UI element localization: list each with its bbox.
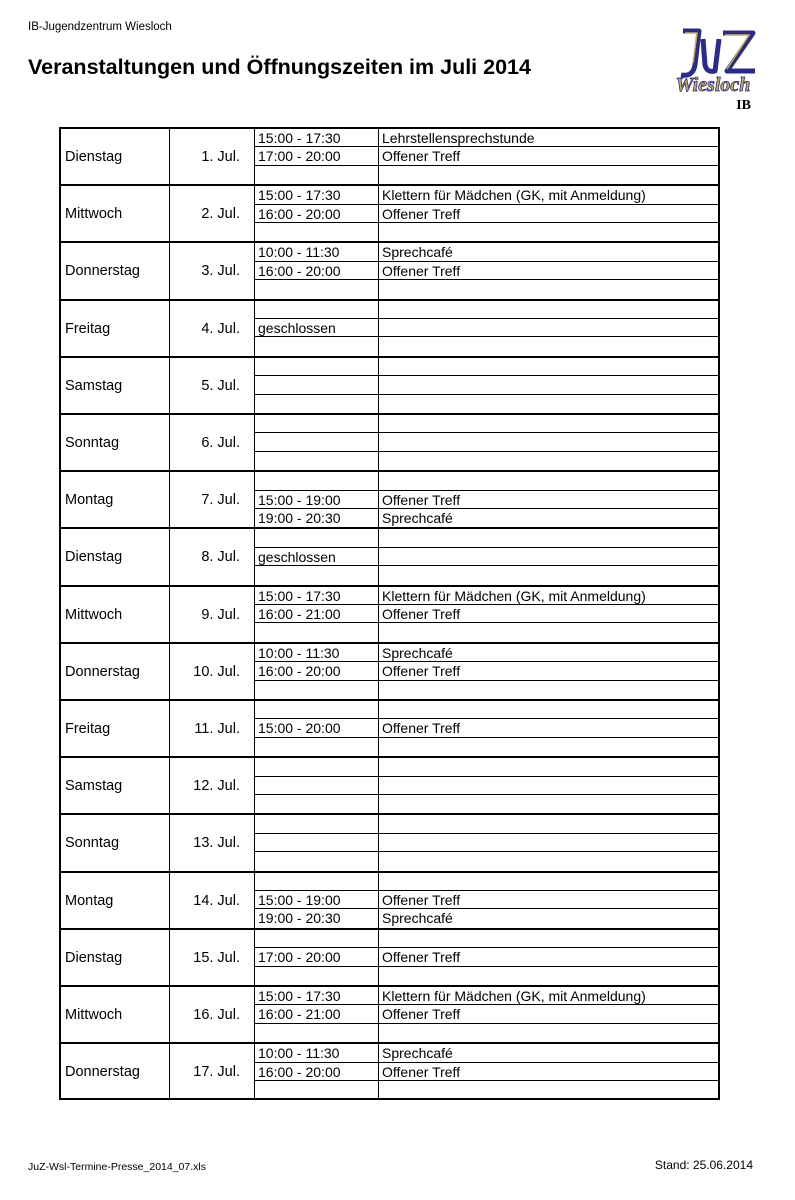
time-slot-row [255, 1005, 720, 1023]
weekday-cell [61, 129, 170, 184]
time-cell: 17:00 - 20:00 [255, 948, 379, 965]
event-cell [379, 1024, 720, 1042]
day-row [59, 470, 720, 527]
time-cell [255, 433, 379, 450]
time-cell [255, 701, 379, 718]
slots-cell [255, 129, 720, 184]
time-cell: 16:00 - 20:00 [255, 262, 379, 279]
weekday-label: Montag [65, 492, 114, 509]
date-label: 10. Jul. [193, 663, 240, 680]
time-cell [255, 223, 379, 241]
weekday-label: Dienstag [65, 949, 123, 966]
day-row [59, 241, 720, 298]
event-cell: Sprechcafé [382, 1045, 453, 1062]
event-cell: Klettern für Mädchen (GK, mit Anmeldung) [382, 187, 646, 204]
weekday-cell [61, 644, 170, 699]
weekday-label: Sonntag [65, 835, 120, 852]
time-slot-row [255, 834, 720, 852]
page-title: Veranstaltungen und Öffnungszeiten im Juli 2014 [28, 55, 531, 79]
date-cell [170, 358, 255, 413]
time-slot-row [255, 681, 720, 699]
date-cell [170, 987, 255, 1042]
weekday-label: Samstag [65, 377, 123, 394]
time-cell: 16:00 - 20:00 [255, 662, 379, 679]
slots-cell [255, 1044, 720, 1099]
event-cell [379, 415, 720, 432]
event-cell: Sprechcafé [382, 910, 453, 927]
time-slot-row [255, 395, 720, 413]
date-cell [170, 1044, 255, 1099]
day-row [59, 1042, 720, 1099]
weekday-cell [61, 930, 170, 985]
event-cell [379, 301, 720, 318]
time-slot-row [255, 566, 720, 584]
event-cell: Offener Treff [382, 720, 461, 737]
event-cell [379, 738, 720, 756]
day-row [59, 642, 720, 699]
time-slot-row [255, 644, 720, 662]
date-cell [170, 644, 255, 699]
time-cell: 19:00 - 20:30 [255, 509, 379, 527]
time-cell: 17:00 - 20:00 [255, 147, 379, 164]
event-cell: Offener Treff [382, 891, 461, 908]
slots-cell [255, 644, 720, 699]
time-cell [255, 301, 379, 318]
event-cell [379, 319, 720, 336]
day-row [59, 985, 720, 1042]
event-cell [379, 472, 720, 489]
time-slot-row [255, 301, 720, 319]
time-slot-row [255, 967, 720, 985]
time-cell [255, 529, 379, 546]
weekday-cell [61, 758, 170, 813]
time-cell: 16:00 - 20:00 [255, 1063, 379, 1080]
time-slot-row [255, 719, 720, 737]
event-cell: Offener Treff [382, 605, 461, 622]
weekday-cell [61, 815, 170, 870]
time-cell: 15:00 - 17:30 [255, 129, 379, 146]
event-cell [379, 967, 720, 985]
time-cell [255, 415, 379, 432]
event-cell: Sprechcafé [382, 244, 453, 261]
weekday-label: Sonntag [65, 435, 120, 451]
time-cell [255, 623, 379, 641]
time-slot-row [255, 758, 720, 776]
time-cell [255, 930, 379, 947]
event-cell [379, 1081, 720, 1099]
time-slot-row [255, 891, 720, 909]
date-label: 4. Jul. [201, 320, 240, 337]
event-cell [379, 337, 720, 355]
slots-cell [255, 186, 720, 241]
time-cell: 10:00 - 11:30 [255, 1044, 379, 1061]
time-slot-row [255, 987, 720, 1005]
time-cell [255, 358, 379, 375]
event-cell [379, 795, 720, 813]
slots-cell [255, 873, 720, 928]
time-slot-row [255, 1044, 720, 1062]
time-cell [255, 758, 379, 775]
day-row [59, 813, 720, 870]
time-slot-row [255, 262, 720, 280]
weekday-label: Montag [65, 892, 114, 909]
event-cell: Klettern für Mädchen (GK, mit Anmeldung) [382, 988, 646, 1004]
slots-cell [255, 472, 720, 527]
time-cell: 16:00 - 21:00 [255, 1005, 379, 1022]
time-cell: 15:00 - 17:30 [255, 186, 379, 203]
slots-cell [255, 358, 720, 413]
date-cell [170, 186, 255, 241]
event-cell [379, 433, 720, 450]
time-cell: 15:00 - 19:00 [255, 891, 379, 908]
time-slot-row [255, 491, 720, 509]
juz-wiesloch-logo [669, 25, 759, 113]
time-cell [255, 166, 379, 184]
date-cell [170, 129, 255, 184]
slots-cell [255, 987, 720, 1042]
event-cell: Offener Treff [382, 148, 461, 165]
schedule-table [59, 127, 720, 1100]
slots-cell [255, 930, 720, 985]
event-cell [379, 529, 720, 546]
day-row [59, 527, 720, 584]
weekday-label: Mittwoch [65, 1007, 123, 1023]
time-cell: 16:00 - 20:00 [255, 205, 379, 222]
weekday-cell [61, 701, 170, 756]
weekday-label: Freitag [65, 721, 111, 737]
time-slot-row [255, 815, 720, 833]
time-cell [255, 566, 379, 584]
event-cell [379, 376, 720, 393]
organization-name: IB-Jugendzentrum Wiesloch [28, 21, 172, 33]
time-slot-row [255, 777, 720, 795]
date-label: 16. Jul. [193, 1007, 240, 1023]
weekday-cell [61, 529, 170, 584]
footer-stand-date: Stand: 25.06.2014 [654, 1158, 753, 1172]
time-cell [255, 777, 379, 794]
time-slot-row [255, 472, 720, 490]
weekday-cell [61, 358, 170, 413]
time-slot-row [255, 319, 720, 337]
event-cell [379, 548, 720, 565]
event-cell [379, 566, 720, 584]
event-cell: Klettern für Mädchen (GK, mit Anmeldung) [382, 587, 646, 604]
event-cell [379, 280, 720, 298]
time-cell [255, 967, 379, 985]
event-cell: Offener Treff [382, 205, 461, 222]
time-slot-row [255, 662, 720, 680]
event-cell [379, 930, 720, 947]
event-cell [379, 358, 720, 375]
time-slot-row [255, 358, 720, 376]
time-cell [255, 1081, 379, 1099]
date-label: 7. Jul. [201, 492, 240, 509]
event-cell [379, 834, 720, 851]
time-slot-row [255, 243, 720, 261]
date-cell [170, 930, 255, 985]
weekday-cell [61, 987, 170, 1042]
slots-cell [255, 529, 720, 584]
weekday-label: Donnerstag [65, 263, 140, 280]
time-cell [255, 1024, 379, 1042]
event-cell [379, 852, 720, 870]
event-cell: Offener Treff [382, 663, 461, 680]
time-slot-row [255, 509, 720, 527]
date-cell [170, 587, 255, 642]
time-cell: 15:00 - 17:30 [255, 987, 379, 1004]
day-row [59, 184, 720, 241]
weekday-cell [61, 472, 170, 527]
date-label: 12. Jul. [193, 778, 240, 795]
weekday-label: Mittwoch [65, 206, 123, 223]
time-cell [255, 376, 379, 393]
time-cell [255, 395, 379, 413]
time-slot-row [255, 280, 720, 298]
slots-cell [255, 815, 720, 870]
time-slot-row [255, 909, 720, 927]
date-cell [170, 873, 255, 928]
time-cell [255, 873, 379, 890]
time-cell [255, 738, 379, 756]
weekday-cell [61, 243, 170, 298]
date-label: 5. Jul. [201, 377, 240, 394]
ib-brand-mark: IB [736, 98, 751, 113]
date-label: 1. Jul. [201, 149, 240, 165]
time-slot-row [255, 223, 720, 241]
date-label: 15. Jul. [193, 949, 240, 966]
time-slot-row [255, 129, 720, 147]
day-row [59, 585, 720, 642]
event-cell [379, 873, 720, 890]
weekday-label: Dienstag [65, 549, 123, 566]
time-slot-row [255, 701, 720, 719]
time-cell [255, 452, 379, 470]
event-cell [379, 815, 720, 832]
time-slot-row [255, 1024, 720, 1042]
event-cell [379, 701, 720, 718]
time-cell [255, 681, 379, 699]
weekday-cell [61, 1044, 170, 1099]
time-cell: 15:00 - 17:30 [255, 587, 379, 604]
event-cell [379, 758, 720, 775]
time-slot-row [255, 587, 720, 605]
day-row [59, 756, 720, 813]
day-row [59, 299, 720, 356]
day-row [59, 871, 720, 928]
time-cell [255, 795, 379, 813]
time-slot-row [255, 452, 720, 470]
day-row [59, 413, 720, 470]
time-cell: geschlossen [255, 319, 379, 336]
time-slot-row [255, 852, 720, 870]
event-cell [379, 223, 720, 241]
weekday-cell [61, 415, 170, 470]
time-slot-row [255, 1081, 720, 1099]
event-cell: Lehrstellensprechstunde [382, 130, 535, 146]
weekday-label: Mittwoch [65, 606, 123, 623]
time-cell [255, 852, 379, 870]
weekday-cell [61, 186, 170, 241]
date-label: 13. Jul. [193, 835, 240, 852]
day-row [59, 356, 720, 413]
time-cell: 19:00 - 20:30 [255, 909, 379, 927]
logo-text: Wiesloch [675, 74, 751, 96]
date-label: 14. Jul. [193, 892, 240, 909]
time-slot-row [255, 948, 720, 966]
event-cell: Sprechcafé [382, 509, 453, 526]
date-label: 8. Jul. [201, 549, 240, 566]
time-slot-row [255, 548, 720, 566]
time-cell: 15:00 - 19:00 [255, 491, 379, 508]
date-label: 2. Jul. [201, 206, 240, 223]
time-slot-row [255, 623, 720, 641]
time-cell: 10:00 - 11:30 [255, 243, 379, 260]
footer-filename: JuZ-Wsl-Termine-Presse_2014_07.xls [28, 1161, 206, 1173]
time-slot-row [255, 415, 720, 433]
date-cell [170, 758, 255, 813]
time-slot-row [255, 147, 720, 165]
time-slot-row [255, 186, 720, 204]
day-row [59, 699, 720, 756]
date-cell [170, 301, 255, 356]
slots-cell [255, 415, 720, 470]
time-slot-row [255, 795, 720, 813]
weekday-cell [61, 301, 170, 356]
time-slot-row [255, 930, 720, 948]
time-slot-row [255, 873, 720, 891]
event-cell [379, 681, 720, 699]
date-cell [170, 472, 255, 527]
time-cell: geschlossen [255, 548, 379, 565]
slots-cell [255, 243, 720, 298]
event-cell: Offener Treff [382, 1006, 461, 1023]
day-row [59, 127, 720, 184]
day-row [59, 928, 720, 985]
weekday-label: Donnerstag [65, 1064, 140, 1081]
weekday-cell [61, 587, 170, 642]
time-slot-row [255, 605, 720, 623]
weekday-cell [61, 873, 170, 928]
slots-cell [255, 587, 720, 642]
weekday-label: Samstag [65, 778, 123, 795]
date-cell [170, 529, 255, 584]
time-slot-row [255, 433, 720, 451]
time-slot-row [255, 205, 720, 223]
event-cell [379, 452, 720, 470]
slots-cell [255, 701, 720, 756]
time-slot-row [255, 738, 720, 756]
event-cell [379, 395, 720, 413]
event-cell: Offener Treff [382, 491, 461, 508]
event-cell [379, 166, 720, 184]
time-cell [255, 337, 379, 355]
date-label: 6. Jul. [201, 435, 240, 451]
time-slot-row [255, 166, 720, 184]
time-cell [255, 815, 379, 832]
time-slot-row [255, 376, 720, 394]
weekday-label: Dienstag [65, 149, 123, 165]
weekday-label: Freitag [65, 320, 111, 337]
time-cell: 15:00 - 20:00 [255, 719, 379, 736]
time-slot-row [255, 529, 720, 547]
date-cell [170, 415, 255, 470]
date-cell [170, 243, 255, 298]
date-label: 17. Jul. [193, 1064, 240, 1081]
event-cell [379, 623, 720, 641]
time-cell [255, 472, 379, 489]
event-cell: Offener Treff [382, 1063, 461, 1080]
time-cell [255, 280, 379, 298]
event-cell [379, 777, 720, 794]
slots-cell [255, 301, 720, 356]
event-cell: Sprechcafé [382, 644, 453, 661]
date-label: 11. Jul. [194, 721, 240, 737]
time-cell: 16:00 - 21:00 [255, 605, 379, 622]
slots-cell [255, 758, 720, 813]
weekday-label: Donnerstag [65, 663, 140, 680]
date-label: 9. Jul. [201, 606, 240, 623]
event-cell: Offener Treff [382, 262, 461, 279]
time-cell [255, 834, 379, 851]
date-cell [170, 701, 255, 756]
time-cell: 10:00 - 11:30 [255, 644, 379, 661]
date-label: 3. Jul. [201, 263, 240, 280]
event-cell: Offener Treff [382, 949, 461, 966]
time-slot-row [255, 337, 720, 355]
date-cell [170, 815, 255, 870]
time-slot-row [255, 1063, 720, 1081]
